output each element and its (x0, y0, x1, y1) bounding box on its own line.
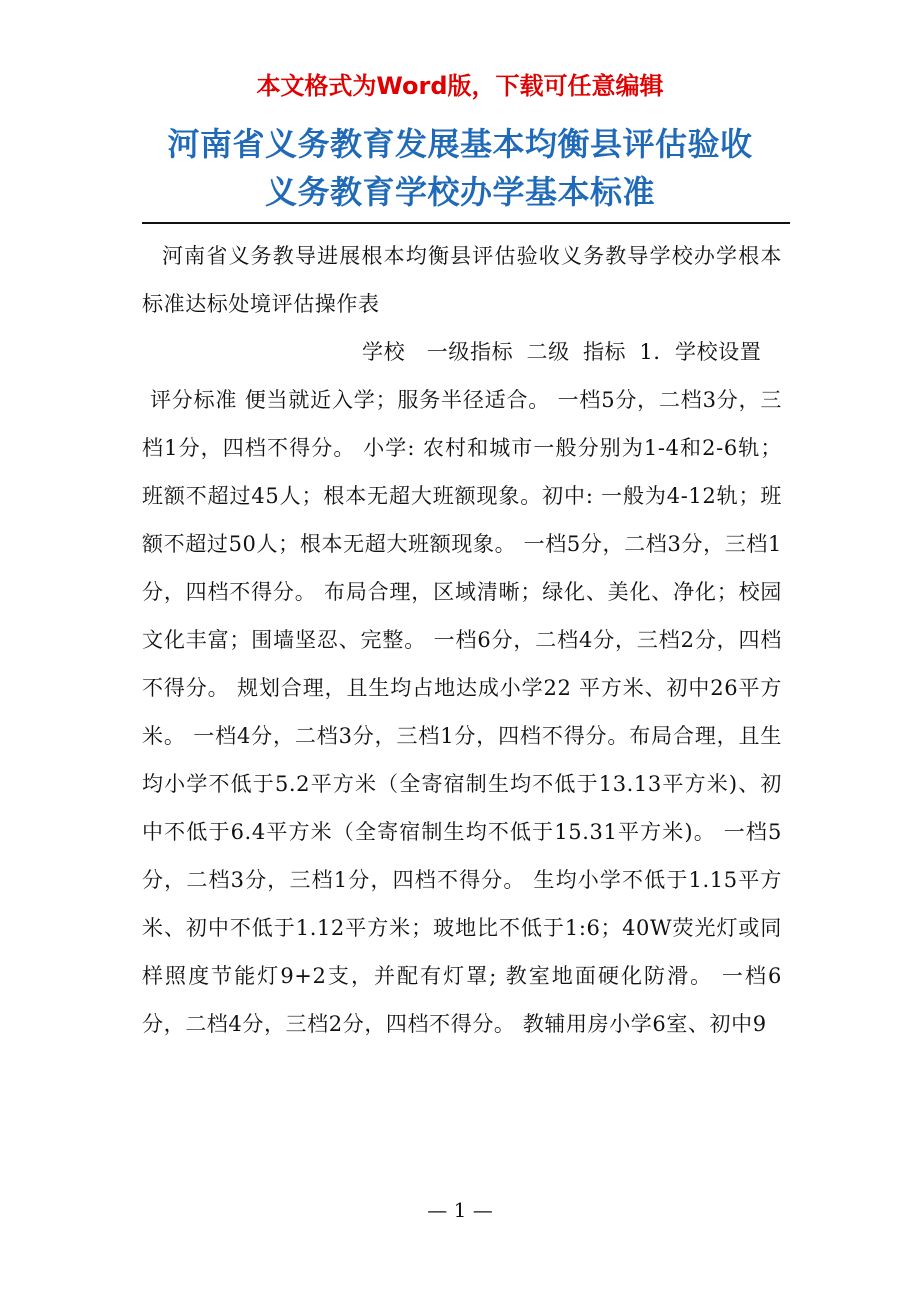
intro-paragraph: 河南省义务教导进展根本均衡县评估验收义务教导学校办学根本标准达标处境评估操作表 (142, 244, 782, 316)
page-number: — 1 — (427, 1198, 493, 1222)
document-title-line-2: 义务教育学校办学基本标准 (264, 173, 655, 211)
title-divider (142, 222, 790, 224)
document-body (142, 232, 782, 1048)
document-title-line-1: 河南省义务教育发展基本均衡县评估验收 (167, 125, 753, 163)
download-notice-banner: 本文格式为Word版，下载可任意编辑 (256, 72, 664, 100)
scoring-criteria-paragraph: 评分标准 便当就近入学；服务半径适合。 一档5分，二档3分，三档1分，四档不得分。 小学: 农村和城市一般分别为1-4和2-6轨；班额不超过45人；根本无超大班额现象。初中: 一般为4-12轨；班额不超过50人；根本无超大班额现象。 一档5分，二档3分，三档1分，四档不得分。 布局合理，区域清晰；绿化、美化、净化；校园文化丰富；围墙坚忍、完整。 一档6分，二档4分，三档2分，四档不得分。 规划合理，且生均占地达成小学22 平方米、初中26平方米。 一档4分，二档3分，三档1分，四档不得分。布局合理，且生均小学不低于5.2平方米（全寄宿制生均不低于13.13平方米)、初中不低于6.4平方米（全寄宿制生均不低于15.31平方米)。 一档5分，二档3分，三档1分，四档不得分。 生均小学不低于1.15平方米、初中不低于1.12平方米；玻地比不低于1:6；40W荧光灯或同样照度节能灯9+2支，并配有灯罩; 教室地面硬化防滑。 一档6分，二档4分，三档2分，四档不得分。 教辅用房小学6室、初中9 (142, 388, 782, 1036)
table-header-paragraph: 学校 一级指标 二级 指标 1．学校设置 (362, 340, 762, 364)
